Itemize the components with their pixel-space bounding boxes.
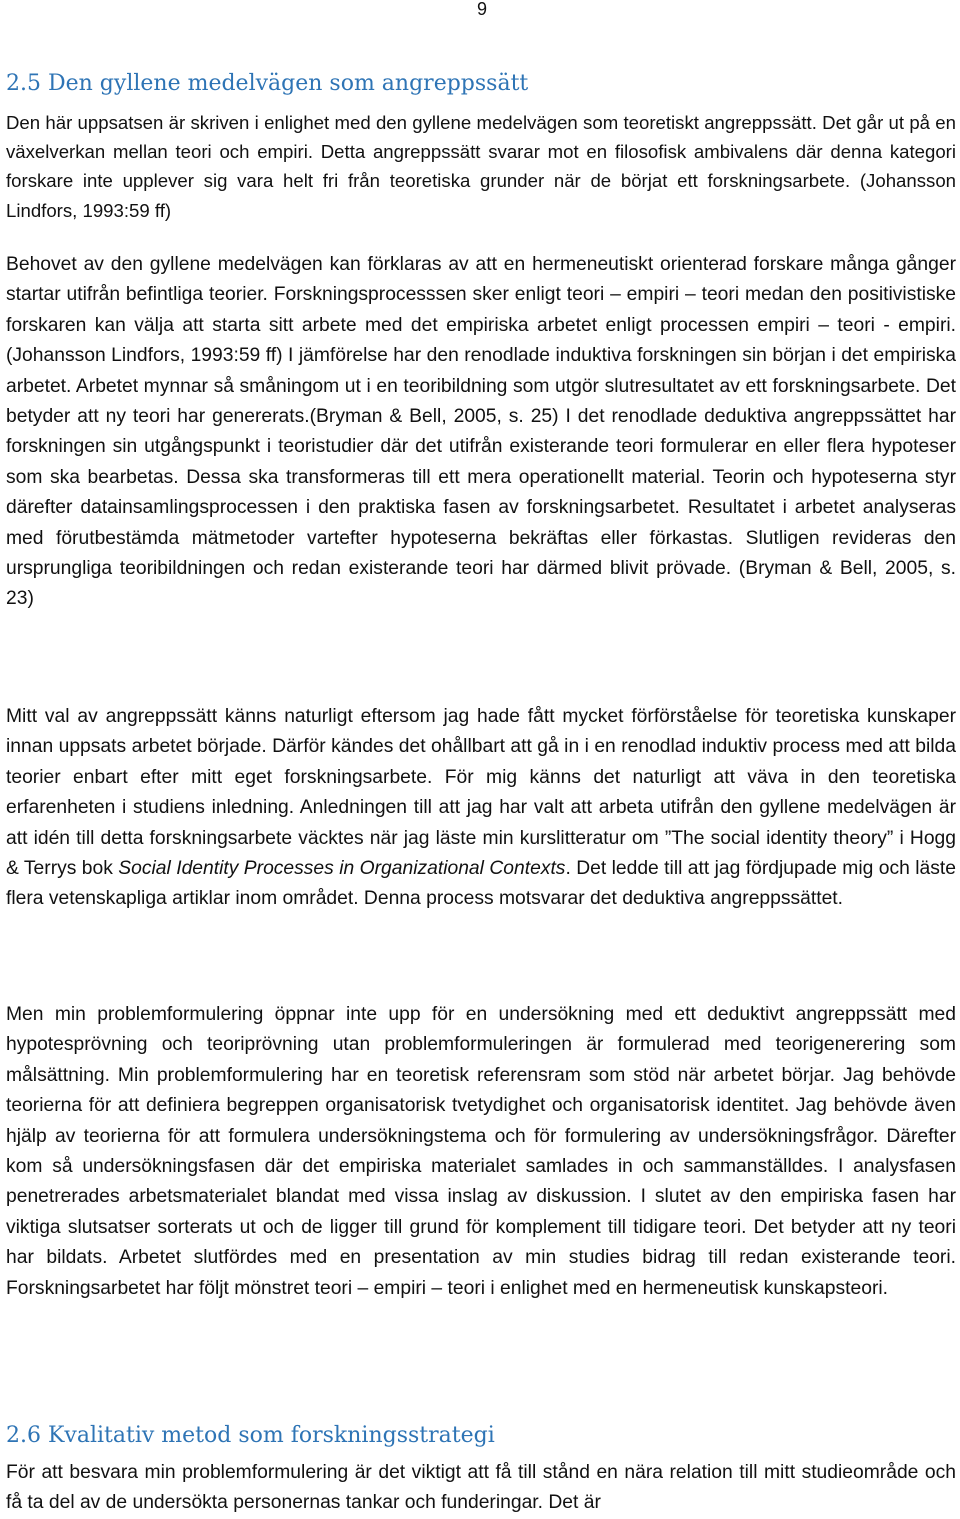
paragraph-qualitative-method: För att besvara min problemformulering är det viktigt att få till stånd en nära relation till mitt studieområde och få ta del av de undersökta personernas tankar och funderingar. Det är — [6, 1462, 956, 1514]
paragraph-text: Mitt val av angreppssätt känns naturligt eftersom jag hade fått mycket förförståelse för teoretiska kunskaper innan uppsats arbetet började. Därför kändes det ohållbart att gå in i en renodlad induktiv process med att bilda teorier enbart efter mitt eget forskningsarbete. För mig känns det naturligt att väva in den teoretiska erfarenheten i studiens inledning. Anledningen till att jag har valt att arbeta utifrån den gyllene medelvägen är att idén till detta forskningsarbete väcktes när jag läste min kurslitteratur om ”The social identity theory” i Hogg & Terrys bok — [6, 706, 956, 880]
section-heading-2-6: 2.6 Kvalitativ metod som forskningsstrategi — [6, 1423, 495, 1448]
paragraph-problem-formulation: Men min problemformulering öppnar inte upp för en undersökning med ett deduktivt angreppssätt med hypotesprövning och teoriprövning utan problemformuleringen är formulerad med teorigenerering som målsättning. Min problemformulering har en teoretisk referensram som stöd när arbetet börjar. Jag behövde teorierna för att definiera begreppen organisatorisk tvetydighet och organisatorisk identitet. Jag behövde även hjälp av teorierna för att formulera undersökningstema och för formulering av undersökningsfrågor. Därefter kom så undersökningsfasen där det empiriska materialet samlades in och sammanställdes. I analysfasen penetrerades arbetsmaterialet blandat med vissa inslag av diskussion. I slutet av den empiriska fasen har viktiga slutsatser sorterats ut och de ligger till grund för komplement till tidigare teori. Det betyder att ny teori har bildats. Arbetet slutfördes med en presentation av min studies bidrag till redan existerande teori. Forskningsarbetet har följt mönstret teori – empiri – teori i enlighet med en hermeneutisk kunskapsteori. — [6, 1004, 956, 1299]
book-title: Social Identity Processes in Organizational Contexts — [118, 858, 566, 880]
paragraph-text: . Det ledde till att jag fördjupade mig och läste flera vetenskapliga artiklar inom området. Denna process motsvarar det deduktiva angreppssättet. — [6, 858, 956, 910]
paragraph-choice-of-approach — [6, 702, 956, 915]
page-number: 9 — [476, 0, 487, 19]
paragraph-golden-mean-explanation: Behovet av den gyllene medelvägen kan förklaras av att en hermeneutiskt orienterad forskare många gånger startar utifrån befintliga teorier. Forskningsprocesssen sker enligt teori – empiri – teori medan den positivistiske forskaren kan välja att starta sitt arbete med det empiriska arbetet enligt processen empiri – teori - empiri. (Johansson Lindfors, 1993:59 ff) I jämförelse har den renodlade induktiva forskningen sin början i det empiriska arbetet. Arbetet mynnar så småningom ut i en teoribildning som utgör slutresultatet av ett forskningsarbete. Det betyder att ny teori har genererats.(Bryman & Bell, 2005, s. 25) I det renodlade deduktiva angreppssättet har forskningen sin utgångspunkt i teoristudier där det utifrån existerande teori formulerar en eller flera hypoteser som ska bearbetas. Dessa ska transformeras till ett mera operationellt material. Teorin och hypoteserna styr därefter datainsamlingsprocessen i den praktiska fasen av forskningsarbetet. Resultatet i arbetet analyseras med förutbestämda mätmetoder vartefter hypoteserna bekräftas eller förkastas. Slutligen revideras den ursprungliga teoribildningen och redan existerande teori har därmed blivit prövade. (Bryman & Bell, 2005, s. 23) — [6, 254, 956, 610]
section-heading-2-5: 2.5 Den gyllene medelvägen som angreppssätt — [6, 71, 529, 96]
paragraph-golden-mean-intro: Den här uppsatsen är skriven i enlighet med den gyllene medelvägen som teoretiskt angreppssätt. Det går ut på en växelverkan mellan teori och empiri. Detta angreppssätt svarar mot en filosofisk ambivalens där denna kategori forskare inte upplever sig vara helt fri från teoretiska grunder när de börjat ett forskningsarbete. (Johansson Lindfors, 1993:59 ff) — [6, 112, 956, 221]
